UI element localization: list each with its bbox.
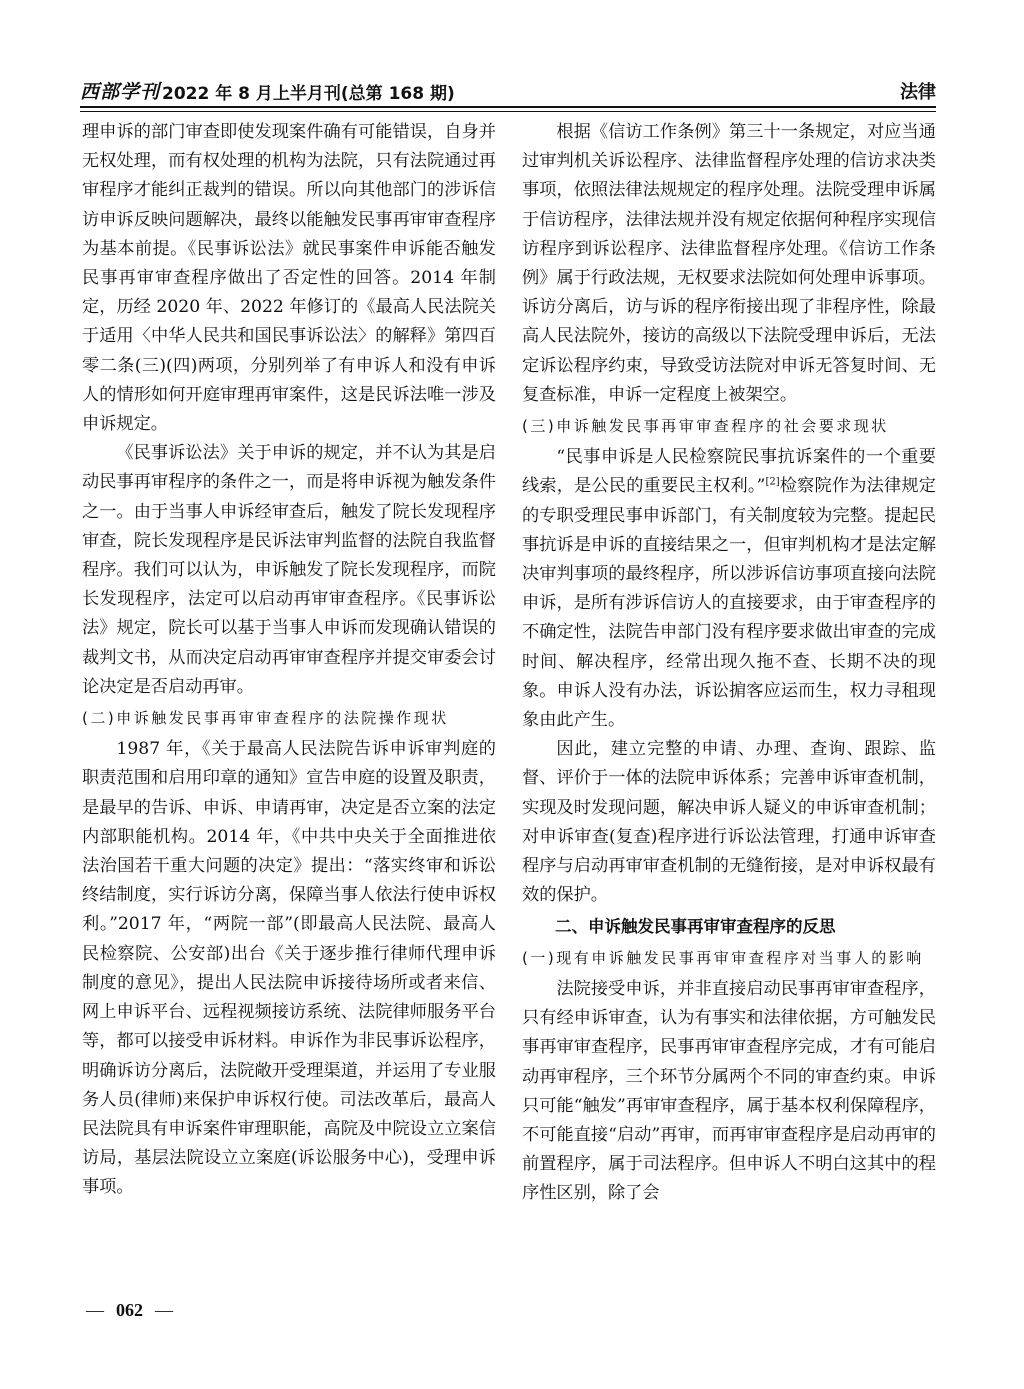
page-number-value: 062 bbox=[116, 1300, 143, 1320]
dash-left: — bbox=[86, 1300, 104, 1320]
paragraph: 因此，建立完整的申请、办理、查询、跟踪、监督、评价于一体的法院申诉体系；完善申诉审查机制，实现及时发现问题，解决申诉人疑义的申诉审查机制；对申诉审查(复查)程序进行诉讼法管理，打通申诉审查程序与启动再审审查机制的无缝衔接，是对申诉权最有效的保护。 bbox=[522, 739, 936, 906]
left-column bbox=[82, 118, 496, 1203]
section-heading: 二、申诉触发民事再审审查程序的反思 bbox=[555, 917, 836, 937]
issue-info: 2022 年 8 月上半月刊(总第 168 期) bbox=[162, 84, 455, 104]
right-column bbox=[522, 118, 936, 1209]
journal-logo: 西部学刊 bbox=[80, 81, 161, 103]
paragraph: 《民事诉讼法》关于申诉的规定，并不认为其是启动民事再审程序的条件之一，而是将申诉视为触发条件之一。由于当事人申诉经审查后，触发了院长发现程序审查，院长发现程序是民诉法审判监督的法院自我监督程序。我们可以认为，申诉触发了院长发现程序，而院长发现程序，法定可以启动再审审查程序。《民事诉讼法》规定，院长可以基于当事人申诉而发现确认错误的裁判文书，从而决定启动再审审查程序并提交审委会讨论决定是否启动再审。 bbox=[82, 443, 496, 697]
subsection-heading: (一)现有申诉触发民事再审审查程序对当事人的影响 bbox=[522, 948, 924, 967]
journal-info bbox=[80, 77, 455, 104]
paragraph: 法院接受申诉，并非直接启动民事再审审查程序，只有经申诉审查，认为有事实和法律依据，方可触发民事再审审查程序，民事再审审查程序完成，才有可能启动再审程序，三个环节分属两个不同的审查约束。申诉只可能“触发”再审审查程序，属于基本权利保障程序，不可能直接“启动”再审，而再审审查程序是启动再审的前置程序，属于司法程序。但申诉人不明白这其中的程序性区别，除了会 bbox=[522, 978, 936, 1204]
header-rule-thin bbox=[80, 111, 936, 112]
paragraph: 根据《信访工作条例》第三十一条规定，对应当通过审判机关诉讼程序、法律监督程序处理的信访求决类事项，依照法律法规规定的程序处理。法院受理申诉属于信访程序，法律法规并没有规定依据何种程序实现信访程序到诉讼程序、法律监督程序处理。《信访工作条例》属于行政法规，无权要求法院如何处理申诉事项。诉访分离后，访与诉的程序衔接出现了非程序性，除最高人民法院外，接访的高级以下法院受理申诉后，无法定诉讼程序约束，导致受访法院对申诉无答复时间、无复查标准，申诉一定程度上被架空。 bbox=[522, 122, 936, 405]
paragraph: 1987 年，《关于最高人民法院告诉申诉审判庭的职责范围和启用印章的通知》宣告申庭的设置及职责，是最早的告诉、申诉、申请再审，决定是否立案的法定内部职能机构。2014 年，《中共中央关于全面推进依法治国若干重大问题的决定》提出：“落实终审和诉讼终结制度，实行诉访分离，保障当事人依法行使申诉权利。”2017 年，“两院一部”(即最高人民法院、最高人民检察院、公安部)出台《关于逐步推行律师代理申诉制度的意见》，提出人民法院申诉接待场所或者来信、网上申诉平台、远程视频接访系统、法院律师服务平台等，都可以接受申诉材料。申诉作为非民事诉讼程序，明确诉访分离后，法院敞开受理渠道，并运用了专业服务人员(律师)来保护申诉权行使。司法改革后，最高人民法院具有申诉案件审理职能，高院及中院设立立案信访局，基层法院设立立案庭(诉讼服务中心)，受理申诉事项。 bbox=[82, 739, 496, 1198]
subsection-heading: (二)申诉触发民事再审审查程序的法院操作现状 bbox=[82, 709, 449, 728]
paragraph-text: 检察院作为法律规定的专职受理民事申诉部门，有关制度较为完整。提起民事抗诉是申诉的直接结果之一，但审判机构才是法定解决审判事项的最终程序，所以涉诉信访事项直接向法院申诉，是所有涉诉信访人的直接要求，由于审查程序的不确定性，法院告申部门没有程序要求做出审查的完成时间、解决程序，经常出现久拖不查、长期不决的现象。申诉人没有办法，诉讼掮客应运而生，权力寻租现象由此产生。 bbox=[522, 476, 936, 731]
subsection-heading: (三)申诉触发民事再审审查程序的社会要求现状 bbox=[522, 417, 889, 436]
section-name: 法律 bbox=[900, 82, 936, 103]
paragraph: 理申诉的部门审查即使发现案件确有可能错误，自身并无权处理，而有权处理的机构为法院，只有法院通过再审程序才能纠正裁判的错误。所以向其他部门的涉诉信访申诉反映问题解决，最终以能触发民事再审审查程序为基本前提。《民事诉讼法》就民事案件申诉能否触发民事再审审查程序做出了否定性的回答。2014 年制定，历经 2020 年、2022 年修订的《最高人民法院关于适用〈中华人民共和国民事诉讼法〉的解释》第四百零二条(三)(四)两项，分别列举了有申诉人和没有申诉人的情形如何开庭审理再审案件，这是民诉法唯一涉及申诉规定。 bbox=[82, 122, 496, 435]
paragraph bbox=[522, 443, 936, 735]
running-header bbox=[80, 70, 936, 104]
dash-right: — bbox=[155, 1300, 173, 1320]
page-number bbox=[86, 1300, 173, 1321]
header-rule-thick bbox=[80, 106, 936, 108]
quote-text: “民事申诉是人民检察院民事抗诉案件的一个重要线索，是公民的重要民主权利。” bbox=[522, 447, 936, 497]
reference-marker: [2] bbox=[765, 476, 780, 488]
